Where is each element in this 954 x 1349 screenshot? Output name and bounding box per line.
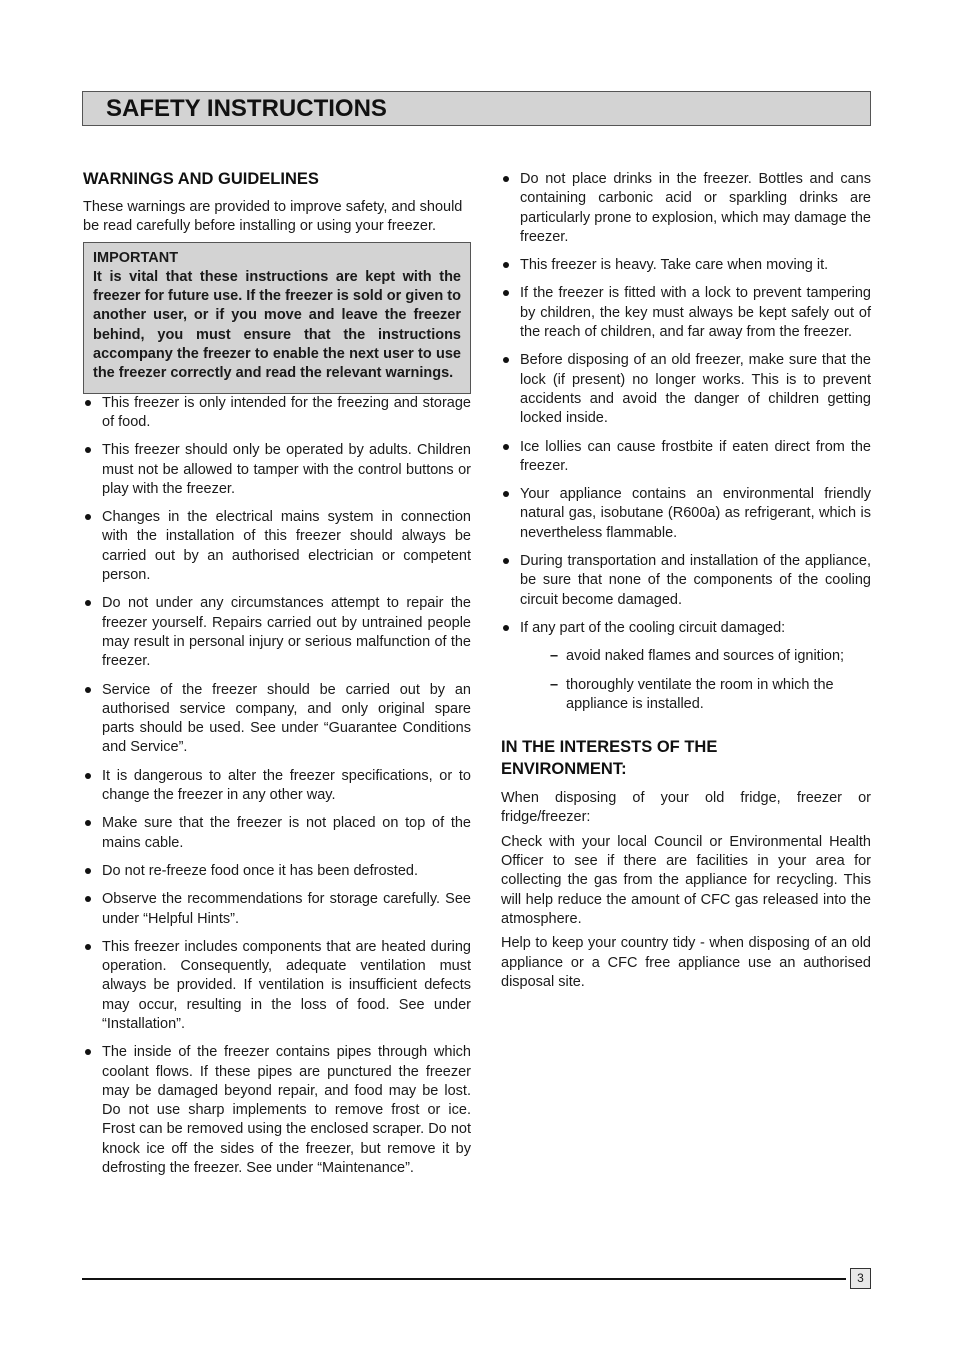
dash-list <box>547 647 871 714</box>
environment-heading-line2: ENVIRONMENT: <box>501 760 627 779</box>
list-item: Do not re-freeze food once it has been defrosted. <box>83 862 471 881</box>
list-item <box>501 619 871 714</box>
list-item: This freezer includes components that are heated during operation. Consequently, adequate ventilation must always be provided. If ventilation is insufficient defects may occur, resulting in the loss of food. See under “Installation”. <box>83 938 471 1034</box>
left-column <box>83 168 471 1187</box>
important-box <box>83 242 471 394</box>
environment-para-2: Check with your local Council or Environmental Health Officer to see if there are facilities in your area for collecting the gas from the appliance for recycling. This will help reduce the amount of CFC gas released into the atmosphere. <box>501 833 871 927</box>
environment-heading-line1: IN THE INTERESTS OF THE <box>501 738 718 757</box>
environment-para-3: Help to keep your country tidy - when disposing of an old appliance or a CFC free appliance use an authorised disposal site. <box>501 935 871 990</box>
list-item: Do not place drinks in the freezer. Bottles and cans containing carbonic acid or sparkling drinks are particularly prone to explosion, which may damage the freezer. <box>501 170 871 247</box>
page-number: 3 <box>850 1268 871 1289</box>
list-item: Make sure that the freezer is not placed on top of the mains cable. <box>83 814 471 853</box>
title-bar <box>82 91 871 126</box>
list-item-text: If any part of the cooling circuit damaged: <box>520 619 786 636</box>
dash-item: – thoroughly ventilate the room in which the appliance is installed. <box>547 676 871 715</box>
list-item: Ice lollies can cause frostbite if eaten direct from the freezer. <box>501 438 871 477</box>
environment-section <box>501 736 871 992</box>
footer-rule <box>82 1278 846 1280</box>
page-title: SAFETY INSTRUCTIONS <box>106 95 387 122</box>
environment-para-1: When disposing of your old fridge, freezer or fridge/freezer: <box>501 790 871 826</box>
warnings-intro: These warnings are provided to improve safety, and should be read carefully before installing or using your freezer. <box>83 199 463 235</box>
list-item: This freezer should only be operated by adults. Children must not be allowed to tamper with the control buttons or play with the freezer. <box>83 441 471 499</box>
important-heading: IMPORTANT <box>93 249 179 266</box>
list-item: This freezer is only intended for the freezing and storage of food. <box>83 394 471 433</box>
list-item: If the freezer is fitted with a lock to prevent tampering by children, the key must always be kept safely out of the reach of children, and far away from the freezer. <box>501 284 871 342</box>
list-item: This freezer is heavy. Take care when moving it. <box>501 256 871 275</box>
dash-item: – avoid naked flames and sources of ignition; <box>547 647 871 666</box>
list-item: It is dangerous to alter the freezer specifications, or to change the freezer in any other way. <box>83 767 471 806</box>
list-item: Do not under any circumstances attempt to repair the freezer yourself. Repairs carried out by untrained people may result in personal injury or serious malfunction of the freezer. <box>83 594 471 671</box>
list-item: Observe the recommendations for storage carefully. See under “Helpful Hints”. <box>83 890 471 929</box>
list-item: During transportation and installation of the appliance, be sure that none of the components of the cooling circuit become damaged. <box>501 552 871 610</box>
list-item: Before disposing of an old freezer, make sure that the lock (if present) no longer works. This is to prevent accidents and avoid the danger of children getting locked inside. <box>501 351 871 428</box>
left-bullet-list <box>83 394 471 1179</box>
right-column <box>501 170 871 992</box>
list-item: The inside of the freezer contains pipes through which coolant flows. If these pipes are punctured the freezer may be damaged beyond repair, and food may be lost. Do not use sharp implements to remove frost or ice. Frost can be removed using the enclosed scraper. Do not knock ice off the sides of the freezer, but remove it by defrosting the freezer. See under “Maintenance”. <box>83 1043 471 1178</box>
list-item: Changes in the electrical mains system in connection with the installation of this freezer should always be carried out by an authorised electrician or competent person. <box>83 508 471 585</box>
list-item: Your appliance contains an environmental friendly natural gas, isobutane (R600a) as refrigerant, which is nevertheless flammable. <box>501 485 871 543</box>
list-item: Service of the freezer should be carried out by an authorised service company, and only original spare parts should be used. See under “Guarantee Conditions and Service”. <box>83 681 471 758</box>
right-bullet-list <box>501 170 871 714</box>
environment-heading <box>501 736 871 780</box>
warnings-heading: WARNINGS AND GUIDELINES <box>83 170 319 188</box>
important-text: It is vital that these instructions are kept with the freezer for future use. If the freezer is sold or given to another user, or if you move and leave the freezer behind, you must ensure that the instructions accompany the freezer to enable the next user to use the freezer correctly and read the relevant warnings. <box>93 268 461 382</box>
